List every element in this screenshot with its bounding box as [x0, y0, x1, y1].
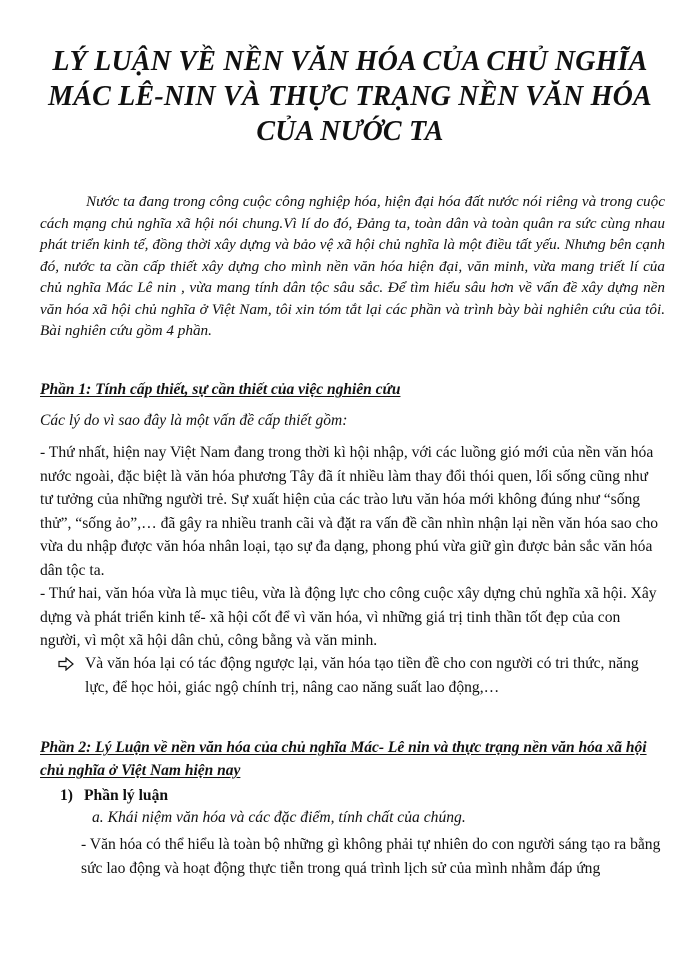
section-1-subintro: Các lý do vì sao đây là một vấn đề cấp thiết gồm: [40, 412, 348, 429]
document-title: LÝ LUẬN VỀ NỀN VĂN HÓA CỦA CHỦ NGHĨA MÁC LÊ-NIN VÀ THỰC TRẠNG NỀN VĂN HÓA CỦA NƯỚC TA [48, 46, 652, 147]
arrow-right-icon [58, 657, 74, 671]
arrow-bullet-text: Và văn hóa lại có tác động ngược lại, văn hóa tạo tiền đề cho con người có tri thức, năng lực, để học hỏi, giác ngộ chính trị, nâng cao năng suất lao động,… [85, 655, 639, 696]
intro-text: Nước ta đang trong công cuộc công nghiệp hóa, hiện đại hóa đất nước nói riêng và trong cuộc cách mạng chủ nghĩa xã hội nói chung.Vì lí do đó, Đảng ta, toàn dân và toàn quân ra sức cùng nhau phát triển kinh tế, đồng thời xây dựng và bảo vệ xã hội chủ nghĩa là một điều tất yếu. Nhưng bên cạnh đó, nước ta cần cấp thiết xây dựng cho mình nền văn hóa hiện đại, văn minh, vừa mang triết lí của chủ nghĩa Mác Lê nin , vừa mang tính dân tộc sâu sắc. Để tìm hiểu sâu hơn về vấn đề xây dựng nền văn hóa xã hội chủ nghĩa ở Việt Nam, tôi xin tóm tắt lại các phần và trình bày bài nghiên cứu của tôi. Bài nghiên cứu gồm 4 phần. [40, 193, 665, 339]
section-1-paragraph-1: - Thứ nhất, hiện nay Việt Nam đang trong thời kì hội nhập, với các luồng gió mới của nền văn hóa nước ngoài, đặc biệt là văn hóa phương Tây đã ít nhiều làm thay đổi thói quen, lối sống cũng như tư tưởng của những người trẻ. Sự xuất hiện của các trào lưu văn hóa mới không đúng như “sống thử”, “sống ảo”,… đã gây ra nhiều tranh cãi và đặt ra vấn đề cần nhìn nhận lại nền văn hóa sao cho vừa du nhập được văn hóa nhân loại, tạo sự đa dạng, phong phú vừa giữ gìn được bản sắc văn hóa dân tộc ta. [40, 444, 659, 579]
subsection-a: a. Khái niệm văn hóa và các đặc điểm, tính chất của chúng. [92, 809, 466, 826]
list-number: 1) [60, 787, 73, 804]
list-title: Phần lý luận [84, 787, 169, 804]
section-1-heading: Phần 1: Tính cấp thiết, sự cần thiết của việc nghiên cứu [40, 381, 401, 398]
section-2-paragraph-1: - Văn hóa có thể hiểu là toàn bộ những gì không phải tự nhiên do con người sáng tạo ra bằng sức lao động và hoạt động thực tiễn trong quá trình lịch sử của mình nhằm đáp ứng [81, 836, 661, 877]
intro-paragraph [40, 191, 665, 342]
section-2-heading: Phần 2: Lý Luận về nền văn hóa của chủ nghĩa Mác- Lê nin và thực trạng nền văn hóa xã hội chủ nghĩa ở Việt Nam hiện nay [40, 739, 647, 779]
section-1-paragraph-2: - Thứ hai, văn hóa vừa là mục tiêu, vừa là động lực cho công cuộc xây dựng chủ nghĩa xã hội. Xây dựng và phát triển kinh tế- xã hội cốt để vì văn hóa, vì những giá trị tinh thần tốt đẹp của con người, vì một xã hội dân chủ, công bằng và văn minh. [40, 585, 657, 649]
